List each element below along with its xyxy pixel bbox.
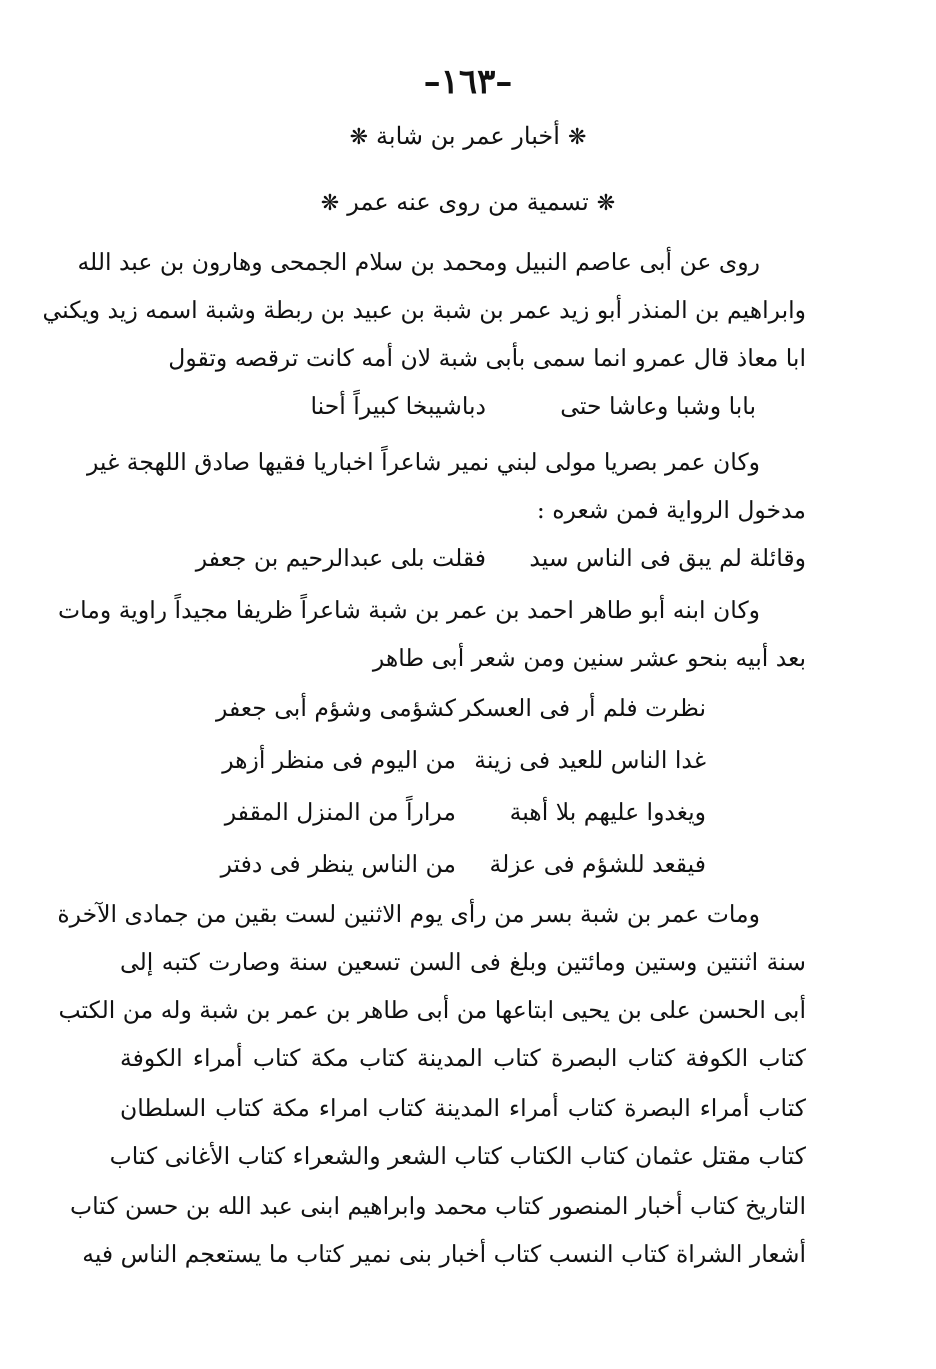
verse-hemistich: بابا وشبا وعاشا حتى: [560, 392, 756, 420]
page-number: –١٦٣–: [423, 62, 513, 102]
verse-hemistich: غدا الناس للعيد فى زينة: [474, 746, 706, 774]
paragraph-line: كتاب الكوفة كتاب البصرة كتاب المدينة كتاب مكة كتاب أمراء الكوفة: [120, 1044, 806, 1072]
paragraph-line: كتاب أمراء البصرة كتاب أمراء المدينة كتاب امراء مكة كتاب السلطان: [120, 1094, 806, 1122]
verse-hemistich: ويغدوا عليهم بلا أهبة: [509, 798, 706, 826]
verse-hemistich: وقائلة لم يبق فى الناس سيد: [529, 544, 806, 572]
paragraph-line: وابراهيم بن المنذر أبو زيد عمر بن شبة بن عبيد بن ربطة وشبة اسمه زيد ويكني: [42, 296, 806, 324]
paragraph-line: ابا معاذ قال عمرو انما سمى بأبى شبة لان أمه كانت ترقصه وتقول: [168, 344, 806, 372]
section-heading-text: تسمية من روى عنه عمر: [347, 188, 589, 216]
verse-hemistich: من الناس ينظر فى دفتر: [220, 850, 456, 878]
verse-hemistich: فيقعد للشؤم فى عزلة: [489, 850, 706, 878]
ornament-icon: ❋: [596, 191, 616, 216]
paragraph-line: أشعار الشراة كتاب النسب كتاب أخبار بنى نمير كتاب ما يستعجم الناس فيه: [82, 1240, 806, 1268]
ornament-icon: ❋: [320, 191, 340, 216]
paragraph-line: سنة اثنتين وستين ومائتين وبلغ فى السن تسعين سنة وصارت كتبه إلى: [120, 948, 806, 976]
chapter-heading-text: أخبار عمر بن شابة: [376, 122, 560, 150]
paragraph-line: ومات عمر بن شبة بسر من رأى يوم الاثنين لست بقين من جمادى الآخرة: [57, 900, 760, 928]
chapter-heading: [0, 122, 936, 150]
verse-hemistich: فقلت بلى عبدالرحيم بن جعفر: [195, 544, 486, 572]
paragraph-line: وكان عمر بصريا مولى لبني نمير شاعراً اخباريا فقيها صادق اللهجة غير: [86, 448, 760, 476]
paragraph-line: بعد أبيه بنحو عشر سنين ومن شعر أبى طاهر: [372, 644, 806, 672]
paragraph-line: وكان ابنه أبو طاهر احمد بن عمر بن شبة شاعراً ظريفا مجيداً راوية ومات: [58, 596, 760, 624]
paragraph-line: التاريخ كتاب أخبار المنصور كتاب محمد وابراهيم ابنى عبد الله بن حسن كتاب: [69, 1192, 806, 1220]
verse-hemistich: من اليوم فى منظر أزهر: [222, 746, 456, 774]
paragraph-line: كتاب مقتل عثمان كتاب الكتاب كتاب الشعر والشعراء كتاب الأغانى كتاب: [109, 1142, 806, 1170]
paragraph-line: أبى الحسن على بن يحيى ابتاعها من أبى طاهر بن عمر بن شبة وله من الكتب: [58, 996, 806, 1024]
paragraph-line: روى عن أبى عاصم النبيل ومحمد بن سلام الجمحى وهارون بن عبد الله: [77, 248, 760, 276]
ornament-icon: ❋: [567, 125, 587, 150]
paragraph-line: مدخول الرواية فمن شعره :: [536, 496, 806, 524]
ornament-icon: ❋: [349, 125, 369, 150]
verse-hemistich: مراراً من المنزل المقفر: [224, 798, 456, 826]
verse-hemistich: نظرت فلم أر فى العسكر: [459, 694, 706, 722]
section-heading: [0, 188, 936, 216]
verse-hemistich: كشؤمى وشؤم أبى جعفر: [216, 694, 456, 722]
verse-hemistich: دباشيبخا كبيراً أحنا: [310, 392, 486, 420]
